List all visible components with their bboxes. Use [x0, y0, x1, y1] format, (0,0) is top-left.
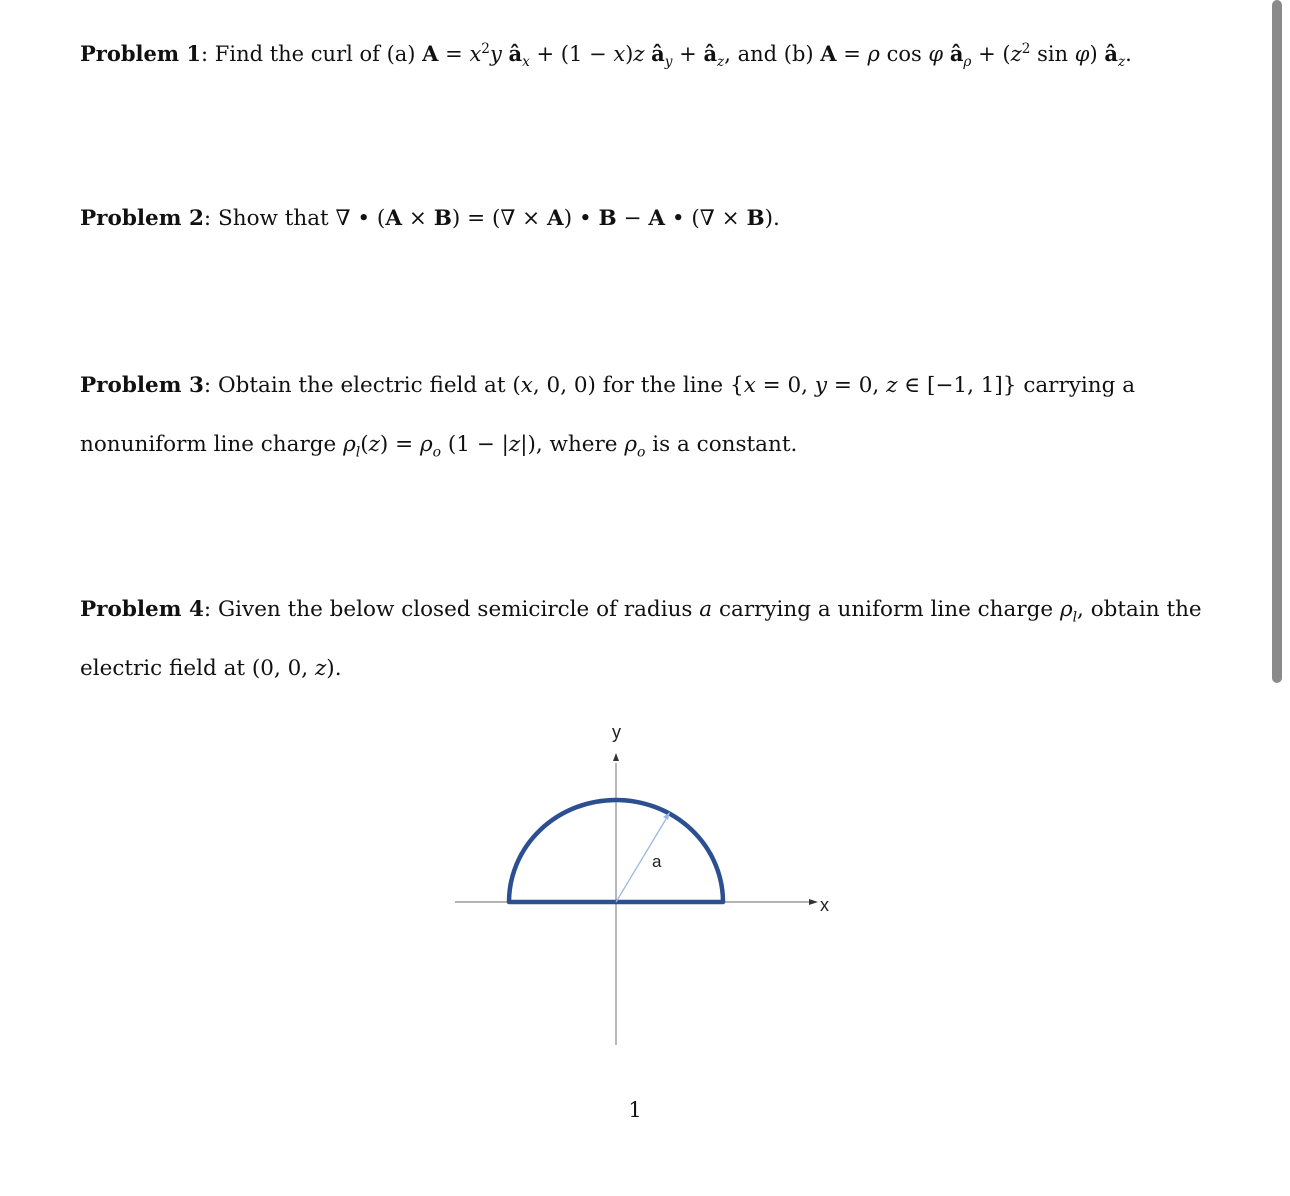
problem-1-intro: : Find the curl of (a)	[201, 42, 423, 66]
observation-point: (0, 0, z)	[251, 656, 335, 681]
uniform-charge-symbol: $\rho_l$	[1059, 597, 1078, 626]
problem-1-line	[80, 24, 1220, 84]
problem-4-tail: , obtain the	[1077, 597, 1202, 622]
problem-2-line	[80, 189, 1220, 248]
constant-symbol: $\rho_o$	[624, 432, 646, 461]
x-axis-label: x	[820, 895, 829, 915]
scrollbar-thumb[interactable]	[1272, 0, 1282, 683]
problem-3-label: Problem 3	[80, 373, 204, 398]
problem-3-line2-intro: nonuniform line charge	[80, 432, 344, 457]
problem-4-line-2	[80, 639, 1220, 698]
problem-3-line2-mid: , where	[535, 432, 625, 457]
line-charge-formula: $\rho_l(z) = \rho_o$ (1 − |z|)	[343, 432, 536, 461]
vertical-scrollbar[interactable]	[1270, 0, 1290, 1196]
radius-label: a	[652, 852, 662, 871]
problem-4-intro: : Given the below closed semicircle of radius	[203, 597, 700, 622]
problem-3-line2-end: is a constant.	[645, 432, 798, 457]
problem-4-line-1	[80, 580, 1220, 639]
problem-4-middle: carrying a uniform line charge	[712, 597, 1060, 622]
radius-symbol: a	[699, 597, 713, 622]
problem-1-middle: , and (b)	[724, 42, 821, 66]
problem-3-middle: for the line	[595, 373, 730, 398]
problem-2-label: Problem 2	[80, 206, 204, 231]
problem-4-label: Problem 4	[80, 597, 204, 622]
problem-3-line-2	[80, 415, 1220, 474]
problem-3-line-1	[80, 356, 1220, 415]
y-axis-arrow-icon	[613, 753, 619, 761]
curl-formula-a: $A = x^2y$ $â_x + (1 - x)z$ $â_y$ + $â_z$	[422, 41, 725, 71]
problem-4	[80, 580, 1220, 698]
problem-1-label: Problem 1	[80, 41, 202, 66]
page-number: 1	[628, 1098, 642, 1122]
problem-4-line2-intro: electric field at	[80, 656, 252, 681]
problem-2-end: .	[773, 206, 780, 231]
y-axis-label: y	[612, 722, 621, 742]
problem-1-end: .	[1125, 42, 1132, 66]
semicircle-diagram	[450, 715, 840, 1055]
vector-identity-formula: ∇ • (A × B) = (∇ × A) • B − A • (∇ × B)	[335, 206, 774, 231]
problem-4-line2-end: .	[334, 656, 342, 681]
problem-2-intro: : Show that	[203, 206, 336, 231]
problem-2	[80, 189, 1220, 248]
problem-3-intro: : Obtain the electric field at	[203, 373, 513, 398]
line-set: {x = 0, y = 0, z ∈ [−1, 1]}	[730, 373, 1017, 398]
x-axis-arrow-icon	[809, 899, 818, 905]
curl-formula-b: A = ρ cos φ $â_\rho + (z^2$ sin φ) $â_z$	[820, 41, 1126, 71]
field-point: (x, 0, 0)	[512, 373, 596, 398]
problem-3	[80, 356, 1220, 474]
problem-1	[80, 24, 1220, 84]
problem-3-tail: carrying a	[1016, 373, 1136, 398]
